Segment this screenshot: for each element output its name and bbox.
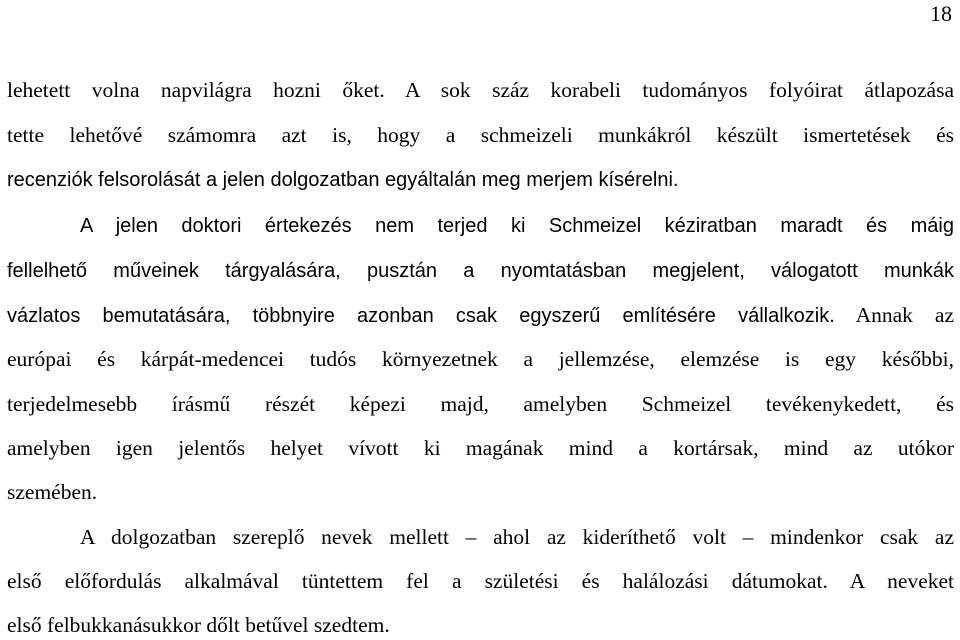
text-line: A dolgozatban szereplő nevek mellett – ahol az kideríthető volt – mindenkor csak az xyxy=(80,525,954,549)
text-line: A jelen doktori értekezés nem terjed ki Schmeizel kéziratban maradt és máig xyxy=(80,215,954,237)
text-line: első előfordulás alkalmával tüntettem fel a születési és halálozási dátumokat. A neveket xyxy=(7,569,954,593)
text-line: szemében. xyxy=(7,480,98,504)
text-line: első felbukkanásukkor dőlt betűvel szedtem. xyxy=(7,613,390,637)
page-number: 18 xyxy=(930,1,952,26)
text-line: fellelhető műveinek tárgyalására, pusztán a nyomtatásban megjelent, válogatott munkák xyxy=(7,260,954,282)
text-line: recenziók felsorolását a jelen dolgozatban egyáltalán meg merjem kísérelni. xyxy=(7,169,679,191)
text-line-mixed xyxy=(7,300,954,331)
text-segment-sans: vázlatos bemutatására, többnyire azonban csak egyszerű említésére vállalkozik. xyxy=(7,305,835,327)
text-line: terjedelmesebb írásmű részét képezi majd, amelyben Schmeizel tevékenykedett, és xyxy=(7,392,954,416)
text-line: lehetett volna napvilágra hozni őket. A sok száz korabeli tudományos folyóirat átlapozása xyxy=(7,78,954,102)
text-line: amelyben igen jelentős helyet vívott ki magának mind a kortársak, mind az utókor xyxy=(7,436,954,460)
text-segment-serif: Annak az xyxy=(855,303,954,327)
text-line: tette lehetővé számomra azt is, hogy a schmeizeli munkákról készült ismertetések és xyxy=(7,123,954,147)
text-line: európai és kárpát-medencei tudós környezetnek a jellemzése, elemzése is egy későbbi, xyxy=(7,347,954,371)
